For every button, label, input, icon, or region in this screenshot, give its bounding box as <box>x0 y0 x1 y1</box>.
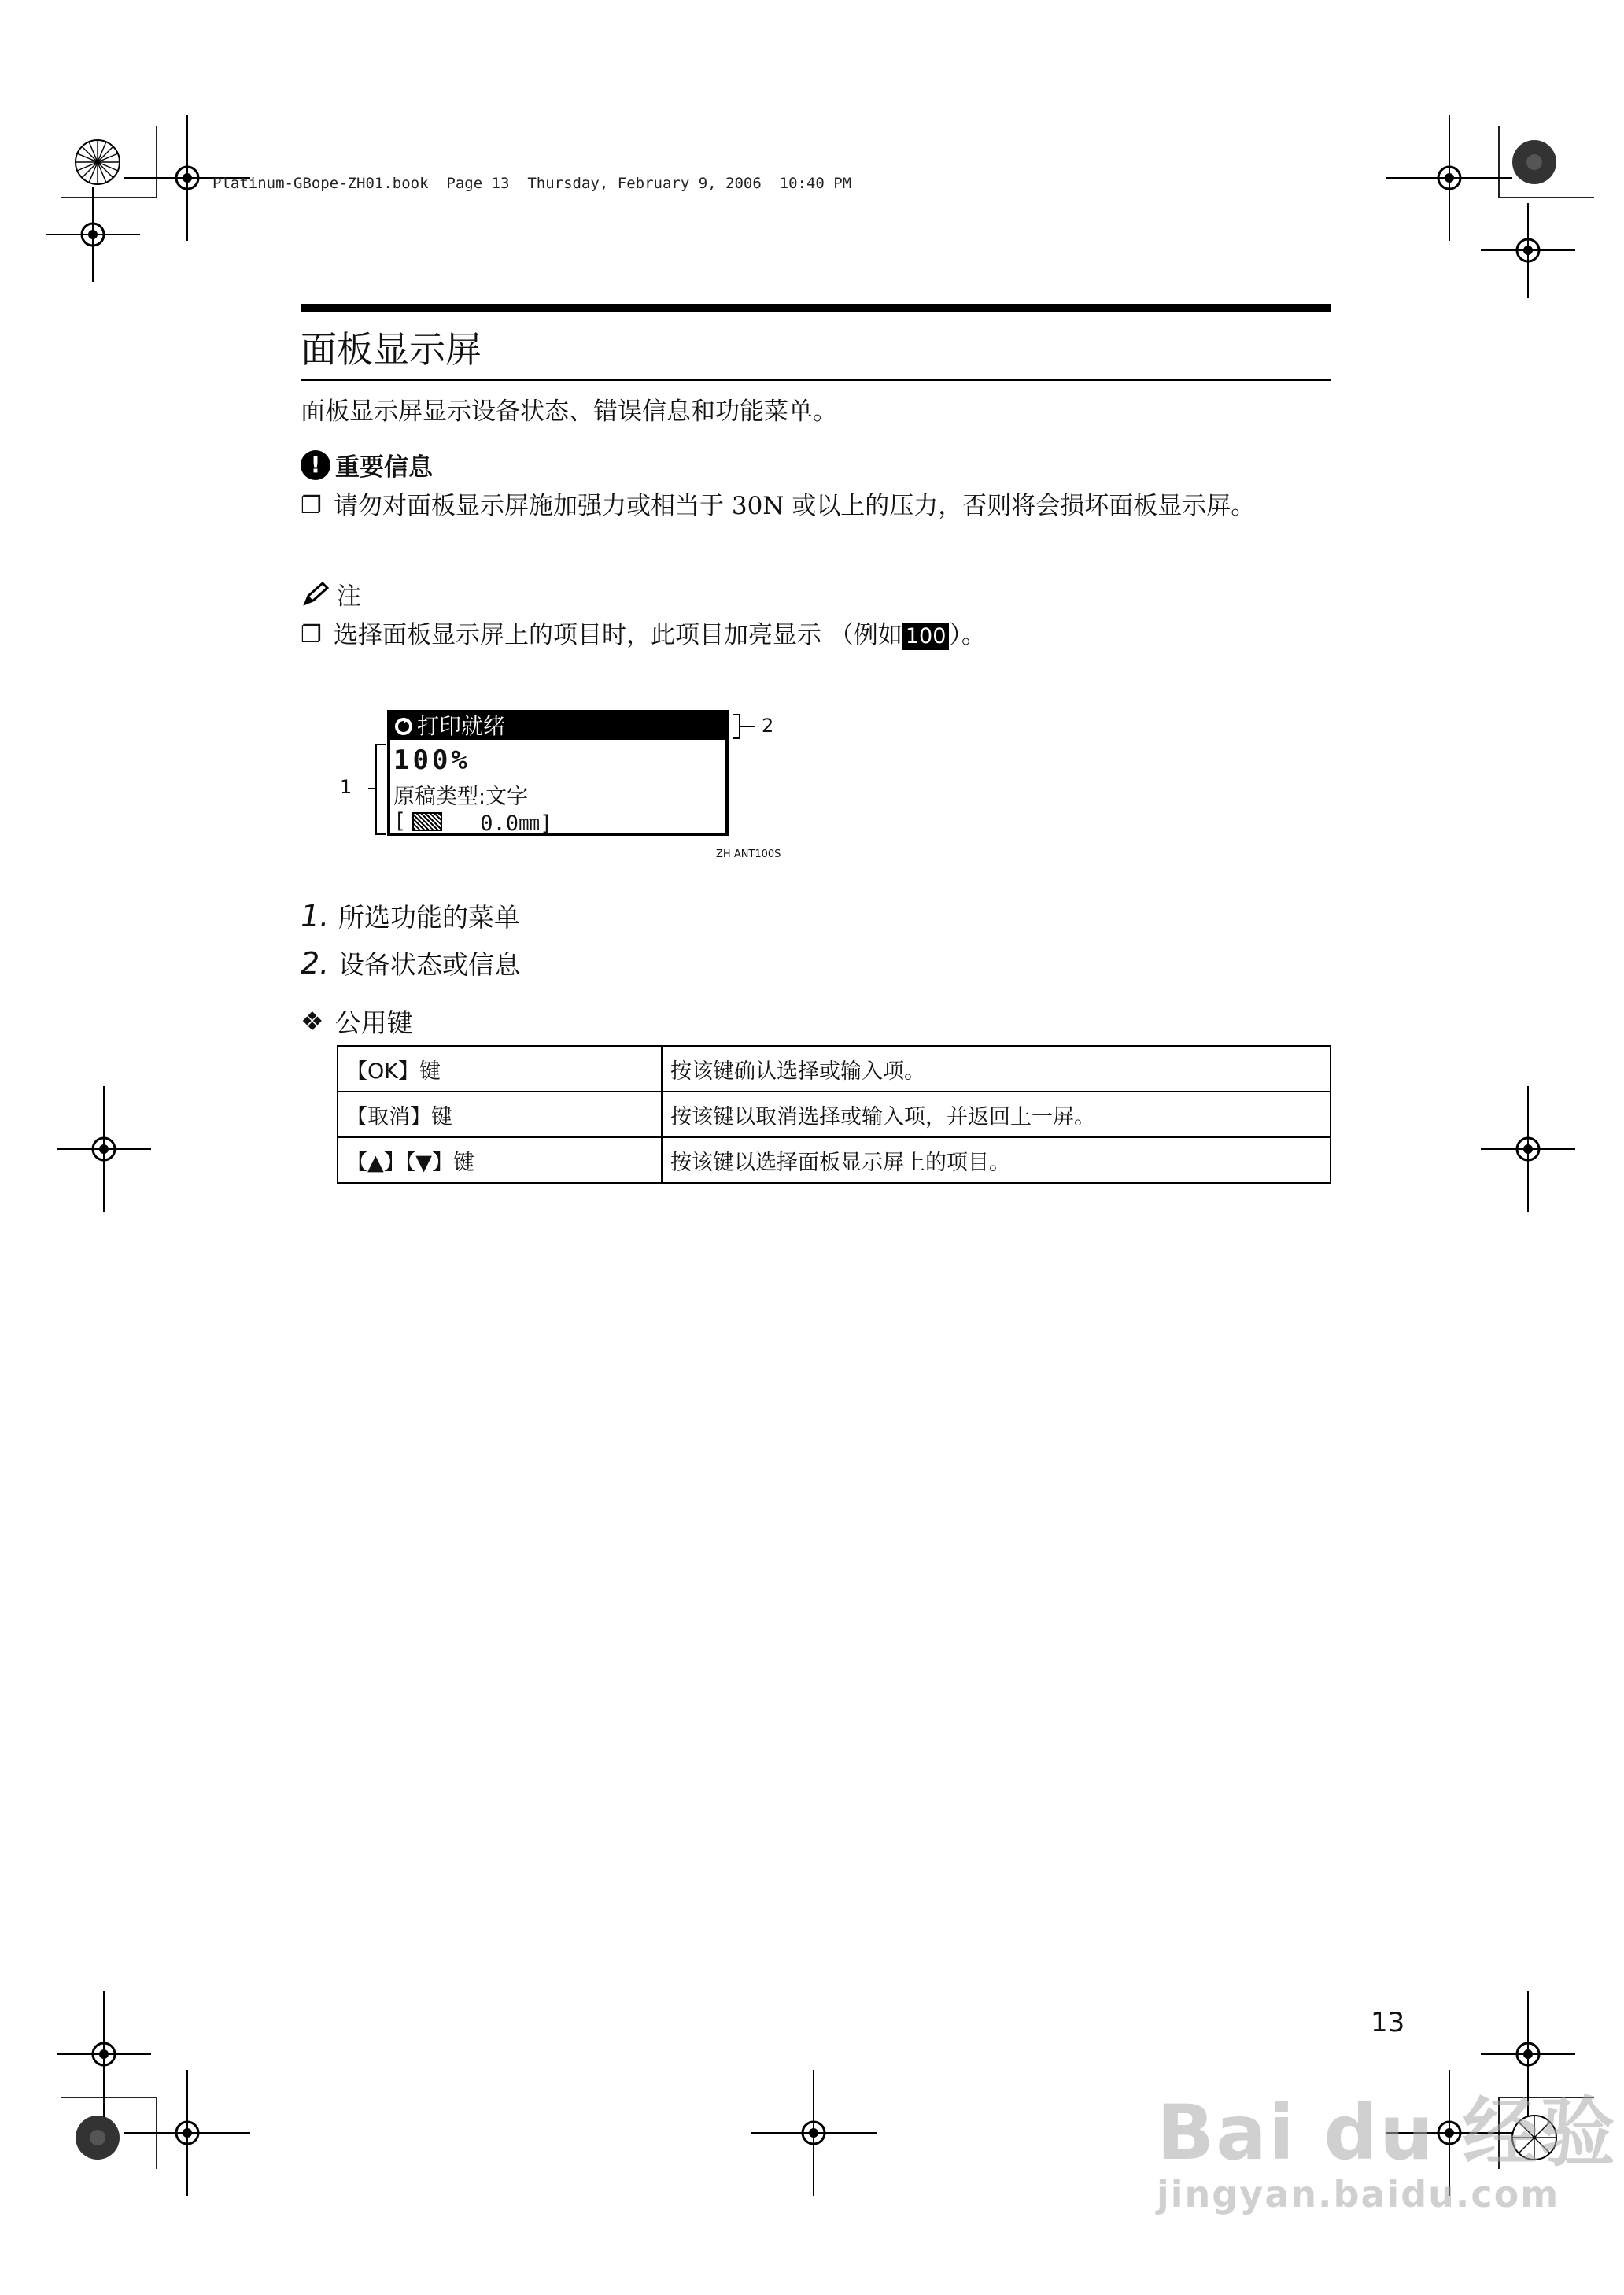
registration-rosette-icon <box>74 2114 121 2161</box>
page-number: 13 <box>1371 2007 1405 2038</box>
callout-1: 1 <box>340 776 352 798</box>
note-item <box>301 619 1331 652</box>
common-keys-heading-text: 公用键 <box>334 1007 413 1038</box>
exclamation-icon: ! <box>301 450 330 480</box>
section-top-bar <box>301 304 1331 312</box>
checkbox-bullet-icon: ❐ <box>301 621 322 649</box>
print-header-info: Platinum-GBope-ZH01.book Page 13 Thursday, February 9, 2006 10:40 PM <box>212 175 852 192</box>
important-item-text: 请勿对面板显示屏施加强力或相当于 30N 或以上的压力，否则将会损坏面板显示屏。 <box>334 492 1256 520</box>
lcd-status-bar <box>390 713 725 740</box>
lcd-zoom: 100% <box>393 745 471 776</box>
legend-number: 1. <box>301 899 330 933</box>
key-name: 【OK】键 <box>338 1046 662 1092</box>
legend-number: 2. <box>301 946 330 981</box>
table-row <box>338 1092 1331 1137</box>
crosshair-mark-icon <box>1481 1086 1575 1212</box>
table-row <box>338 1046 1331 1092</box>
lcd-density-meter <box>393 806 552 837</box>
ready-circle-icon <box>393 716 414 737</box>
important-heading <box>301 447 433 482</box>
note-item-text: 选择面板显示屏上的项目时，此项目加亮显示 （例如 <box>334 621 902 649</box>
key-description: 按该键以选择面板显示屏上的项目。 <box>662 1137 1331 1183</box>
crosshair-mark-icon <box>1481 203 1575 298</box>
key-description: 按该键以取消选择或输入项，并返回上一屏。 <box>662 1092 1331 1137</box>
lcd-original-type: 原稿类型:文字 <box>393 785 529 809</box>
crosshair-mark-icon <box>57 1086 151 1212</box>
crosshair-mark-icon <box>124 2070 250 2196</box>
important-item <box>301 490 1331 523</box>
checkbox-bullet-icon: ❐ <box>301 492 322 519</box>
watermark-sub: jingyan.baidu.com <box>1157 2173 1560 2216</box>
legend-item <box>301 944 520 981</box>
important-label: 重要信息 <box>335 453 433 482</box>
crosshair-mark-icon <box>46 187 140 282</box>
section-intro: 面板显示屏显示设备状态、错误信息和功能菜单。 <box>301 397 837 426</box>
registration-rosette-icon <box>74 139 121 186</box>
watermark-main: Bai du 经验 <box>1157 2089 1617 2177</box>
density-pattern-icon <box>412 812 442 831</box>
legend-text: 设备状态或信息 <box>338 949 520 980</box>
callout-bracket-left <box>368 743 387 836</box>
crosshair-mark-icon <box>751 2070 877 2196</box>
callout-2: 2 <box>762 715 774 737</box>
legend-text: 所选功能的菜单 <box>338 902 520 933</box>
callout-bracket-right <box>732 713 758 740</box>
registration-rosette-icon <box>1511 139 1558 186</box>
legend-item <box>301 897 520 934</box>
key-name: 【取消】键 <box>338 1092 662 1137</box>
common-keys-heading <box>301 1003 413 1040</box>
lcd-meter-value: 0.0㎜] <box>480 811 553 836</box>
crop-line <box>1498 197 1594 198</box>
pencil-icon <box>301 580 332 608</box>
diamond-bullet-icon: ❖ <box>301 1006 324 1037</box>
baidu-watermark <box>1157 2089 1617 2216</box>
note-item-text-end: ）。 <box>949 621 986 649</box>
table-row <box>338 1137 1331 1183</box>
highlight-example: 100 <box>902 623 950 650</box>
lcd-meter-bracket: [ <box>393 809 407 833</box>
key-name: 【▲】【▼】键 <box>338 1137 662 1183</box>
key-description: 按该键确认选择或输入项。 <box>662 1046 1331 1092</box>
note-heading <box>301 576 361 612</box>
lcd-panel-figure <box>387 710 729 836</box>
common-keys-table <box>337 1045 1331 1184</box>
section-title: 面板显示屏 <box>301 328 482 371</box>
lcd-status-text: 打印就绪 <box>417 713 506 739</box>
note-label: 注 <box>337 582 361 611</box>
figure-code: ZH ANT100S <box>716 848 781 860</box>
title-rule <box>301 379 1331 381</box>
